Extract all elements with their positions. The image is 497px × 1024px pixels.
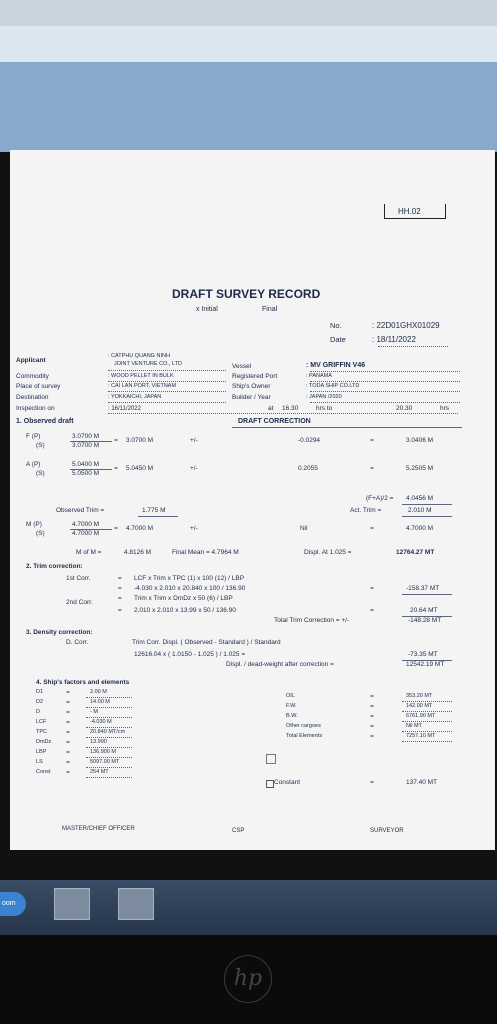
trim-formula-1-head: LCF x Trim x TPC (1) x 100 (12) / LBP	[134, 575, 245, 582]
vessel-value: : MV GRIFFIN V46	[306, 362, 366, 369]
factor-value: 14.00 M	[90, 699, 110, 705]
hrs-label: hrs	[440, 405, 450, 412]
fwd-p-label: F (P)	[26, 433, 41, 440]
aft-mean: 5.0450 M	[126, 465, 154, 472]
fwd-s: 3.0700 M	[72, 442, 100, 449]
fwd-correction: -0.0294	[298, 437, 321, 444]
element-key: Total Elements	[286, 733, 323, 739]
element-value: 353.20 MT	[406, 693, 433, 699]
element-equals: =	[370, 703, 374, 710]
signature-surveyor: SURVEYOR	[370, 828, 404, 834]
factor-value: 5097.00 MT	[90, 759, 120, 765]
builder-label: Builder / Year	[232, 394, 271, 401]
reg-port-label: Registered Port	[232, 373, 278, 380]
fwd-p: 3.0700 M	[72, 433, 100, 440]
excel-app-icon[interactable]	[54, 888, 90, 920]
constant-checkbox-icon	[266, 780, 274, 788]
viewer-background	[0, 62, 497, 152]
time-from: 16.30	[282, 405, 299, 412]
fa2-value: 4.0456 M	[406, 495, 434, 502]
page-title: DRAFT SURVEY RECORD	[172, 287, 321, 301]
act-trim-label: Act. Trim =	[350, 507, 382, 514]
fwd-pm: +/-	[190, 437, 198, 444]
factor-value: - M	[90, 709, 98, 715]
commodity-value: : WOOD PELLET IN BULK	[108, 373, 174, 379]
date-label: Date	[330, 335, 346, 344]
mid-s: 4.7000 M	[72, 530, 100, 537]
total-trim-label: Total Trim Correction = +/-	[274, 617, 350, 624]
aft-s-label: (S)	[36, 470, 45, 477]
factor-value: 20.840 MT/cm	[90, 729, 126, 735]
obs-trim-value: 1.775 M	[142, 507, 166, 514]
builder-value: : JAPAN /2020	[306, 394, 342, 400]
date-value: : 18/11/2022	[372, 335, 416, 344]
aft-pm: +/-	[190, 465, 198, 472]
inspection-value: : 16/11/2022	[108, 406, 141, 412]
factor-equals: =	[66, 759, 70, 766]
aft-s: 5.0500 M	[72, 470, 100, 477]
factor-equals: =	[66, 709, 70, 716]
element-equals: =	[370, 723, 374, 730]
constant-label: Constant	[274, 779, 301, 786]
form-code: HH.02	[398, 207, 421, 216]
factor-equals: =	[66, 689, 70, 696]
mid-correction: Nil	[300, 525, 308, 532]
applicant-value-2: JOINT VENTURE CO., LTD	[114, 361, 182, 367]
element-value: 142.00 MT	[406, 703, 433, 709]
place-label: Place of survey	[16, 383, 61, 390]
density-formula-head: Trim Corr. Displ. ( Observed - Standard ) / Standard	[132, 639, 281, 646]
mid-s-label: (S)	[36, 530, 45, 537]
factor-equals: =	[66, 769, 70, 776]
fa2-label: (F+A)/2 =	[366, 495, 394, 502]
fwd-s-label: (S)	[36, 442, 45, 449]
aft-correction: 0.2055	[298, 465, 318, 472]
draft-correction-title: DRAFT CORRECTION	[238, 418, 311, 425]
displ-value: 12764.27 MT	[396, 549, 435, 556]
constant-value: 137.40 MT	[406, 779, 438, 786]
factor-key: LS	[36, 759, 43, 765]
mofm-label: M of M =	[76, 549, 102, 556]
element-key: F.W.	[286, 703, 297, 709]
start-button[interactable]: oom	[0, 892, 26, 916]
hrs-to-label: hrs to	[316, 405, 333, 412]
factor-equals: =	[66, 699, 70, 706]
factor-key: D	[36, 709, 40, 715]
reg-port-value: : PANAMA	[306, 373, 332, 379]
total-trim-value: -148.28 MT	[408, 617, 442, 624]
element-value: 6761.90 MT	[406, 713, 436, 719]
option-final: Final	[262, 306, 278, 313]
inspection-label: Inspection on	[16, 405, 55, 412]
mid-result: 4.7000 M	[406, 525, 434, 532]
displ-label: Displ. At 1.025 =	[304, 549, 352, 556]
section-4-title: 4. Ship's factors and elements	[36, 679, 130, 686]
trim-formula-2-head: Trim x Trim x DmDz x 50 (6) / LBP	[134, 595, 233, 602]
mofm-value: 4.8126 M	[124, 549, 152, 556]
aft-p-label: A (P)	[26, 461, 41, 468]
act-trim-value: 2.010 M	[408, 507, 432, 514]
at-label: at	[268, 405, 274, 412]
obs-trim-label: Observed Trim =	[56, 507, 105, 514]
factor-key: D2	[36, 699, 44, 705]
draft-survey-record: HH.02 DRAFT SURVEY RECORD x Initial Final No. : 22D01GHX01029 Date : 18/11/2022 Applicant : CATPHU QUANG NINH JOINT VENTURE CO., LTD Vessel : MV GRIFFIN V46 Commodity : WOOD PELLET IN BULK Registered Port : PANAMA Place of survey : CAI LAN PORT, VIETNAM Ship's Owner : TODA SHIP CO.LTD Destination : YOKKAICHI, JAPAN Builder / Year : JAPAN /2020 Inspection on : 16/11/2022 at 16.30 hrs to 20.30 hrs 1. Observed draft DRAFT CORRECTION F (P) (S) 3.0700 M 3.0700 M = 3.0700 M +/- -0.0294 = 3.0406 M A (P) (S) 5.0400 M 5.0500 M = 5.0450 M +/- 0.2055 = 5.2505 M (F+A)/2 = 4.0456 M Observed Trim = 1.775 M Act. Trim = 2.010 M M (P) (S) 4.7000 M 4.7000 M = 4.7000 M +/- Nil = 4.7000 M M of M = 4.8126 M Final Mean = 4.7964 M Displ. At 1.025 = 12764.27 MT 2. Trim correction: 1st Corr. = LCF x Trim x TPC (1) x 100 (12) / LBP = -4.030 x 2.010 x 20.840 x 100 / 136.90 = -158.37 MT 2nd Corr. = Trim x Trim x DmDz x 50 (6) / LBP = 2.010 x 2.010 x 13.99 x 50 / 136.90 = 20.64 MT Total Trim Correction = +/- -148.28 MT 3. Density correction: D. Corr. Trim Corr. Displ. ( Observed - Standard ) / Standard 12616.04 x ( 1.0150 - 1.025 ) / 1.025 = -73.35 MT Displ. / dead-weight after correction = 12542.19 MT 4. Ship's factors and elements D1 = 2.00 M D2 = 14.00 M D = - M LCF = -4.030 M TPC = 20.840 MT/cm DmDz = 13.990 LBP = 136.900 M LS = 5097.00 MT Const = 254 MT OIL = 353.20 MT F.W. = 142.00 MT B.W. = 6761.90 MT Other cargoes = Nil MT Total Elements = 7257.10 MT Constant = 137.40 MT MASTER/CHIEF OFFICER CSP SURVEYOR	[10, 150, 495, 850]
window-title-bar	[0, 0, 497, 26]
mid-mean: 4.7000 M	[126, 525, 154, 532]
density-formula-values: 12616.04 x ( 1.0150 - 1.025 ) / 1.025 =	[134, 651, 246, 658]
element-equals: =	[370, 713, 374, 720]
factor-value: 136.900 M	[90, 749, 116, 755]
factor-key: D1	[36, 689, 44, 695]
factor-key: LCF	[36, 719, 47, 725]
factor-value: 2.00 M	[90, 689, 107, 695]
option-initial: x Initial	[196, 306, 218, 313]
factor-key: LBP	[36, 749, 47, 755]
checkbox-icon	[266, 754, 276, 764]
signature-csp: CSP	[232, 828, 245, 834]
hp-logo: hp	[224, 955, 272, 1003]
factor-equals: =	[66, 749, 70, 756]
final-mean: Final Mean = 4.7964 M	[172, 549, 239, 556]
place-value: : CAI LAN PORT, VIETNAM	[108, 383, 177, 389]
element-value: Nil MT	[406, 723, 422, 729]
density-corr-result: -73.35 MT	[408, 651, 438, 658]
factor-equals: =	[66, 739, 70, 746]
aft-p: 5.0400 M	[72, 461, 100, 468]
factor-value: 13.990	[90, 739, 107, 745]
trim-formula-1-values: -4.030 x 2.010 x 20.840 x 100 / 136.90	[134, 585, 246, 592]
mid-p: 4.7000 M	[72, 521, 100, 528]
element-equals: =	[370, 733, 374, 740]
time-to: 20.30	[396, 405, 413, 412]
applicant-value-1: : CATPHU QUANG NINH	[108, 353, 170, 359]
trim-corr-1-result: -158.37 MT	[406, 585, 440, 592]
signature-master: MASTER/CHIEF OFFICER	[62, 826, 135, 832]
displ-dw-value: 12542.19 MT	[406, 661, 445, 668]
section-3-title: 3. Density correction:	[26, 629, 93, 636]
mid-pm: +/-	[190, 525, 198, 532]
destination-label: Destination	[16, 394, 49, 401]
factor-equals: =	[66, 729, 70, 736]
owner-value: : TODA SHIP CO.LTD	[306, 383, 360, 389]
factor-key: Const	[36, 769, 51, 775]
vessel-label: Vessel	[232, 363, 252, 370]
element-key: B.W.	[286, 713, 298, 719]
aft-result: 5.2505 M	[406, 465, 434, 472]
commodity-label: Commodity	[16, 373, 49, 380]
section-1-title: 1. Observed draft	[16, 418, 74, 425]
element-equals: =	[370, 693, 374, 700]
document-page	[10, 150, 495, 850]
factor-value: -4.030 M	[90, 719, 112, 725]
file-explorer-icon[interactable]	[118, 888, 154, 920]
factor-key: TPC	[36, 729, 47, 735]
owner-label: Ship's Owner	[232, 383, 271, 390]
applicant-label: Applicant	[16, 357, 46, 364]
element-value: 7257.10 MT	[406, 733, 436, 739]
factor-key: DmDz	[36, 739, 52, 745]
no-label: No.	[330, 321, 342, 330]
mid-p-label: M (P)	[26, 521, 42, 528]
trim-corr-2-result: 20.64 MT	[410, 607, 438, 614]
displ-dw-label: Displ. / dead-weight after correction =	[226, 661, 334, 668]
app-toolbar	[0, 26, 497, 63]
density-corr-label: D. Corr.	[66, 639, 89, 646]
factor-equals: =	[66, 719, 70, 726]
second-corr-label: 2nd Corr.	[66, 599, 93, 606]
first-corr-label: 1st Corr.	[66, 575, 91, 582]
element-key: Other cargoes	[286, 723, 321, 729]
destination-value: : YOKKAICHI, JAPAN	[108, 394, 162, 400]
section-2-title: 2. Trim correction:	[26, 563, 83, 570]
fwd-result: 3.0406 M	[406, 437, 434, 444]
element-key: OIL	[286, 693, 295, 699]
no-value: : 22D01GHX01029	[372, 321, 440, 330]
trim-formula-2-values: 2.010 x 2.010 x 13.99 x 50 / 136.90	[134, 607, 236, 614]
fwd-mean: 3.0700 M	[126, 437, 154, 444]
factor-value: 254 MT	[90, 769, 109, 775]
